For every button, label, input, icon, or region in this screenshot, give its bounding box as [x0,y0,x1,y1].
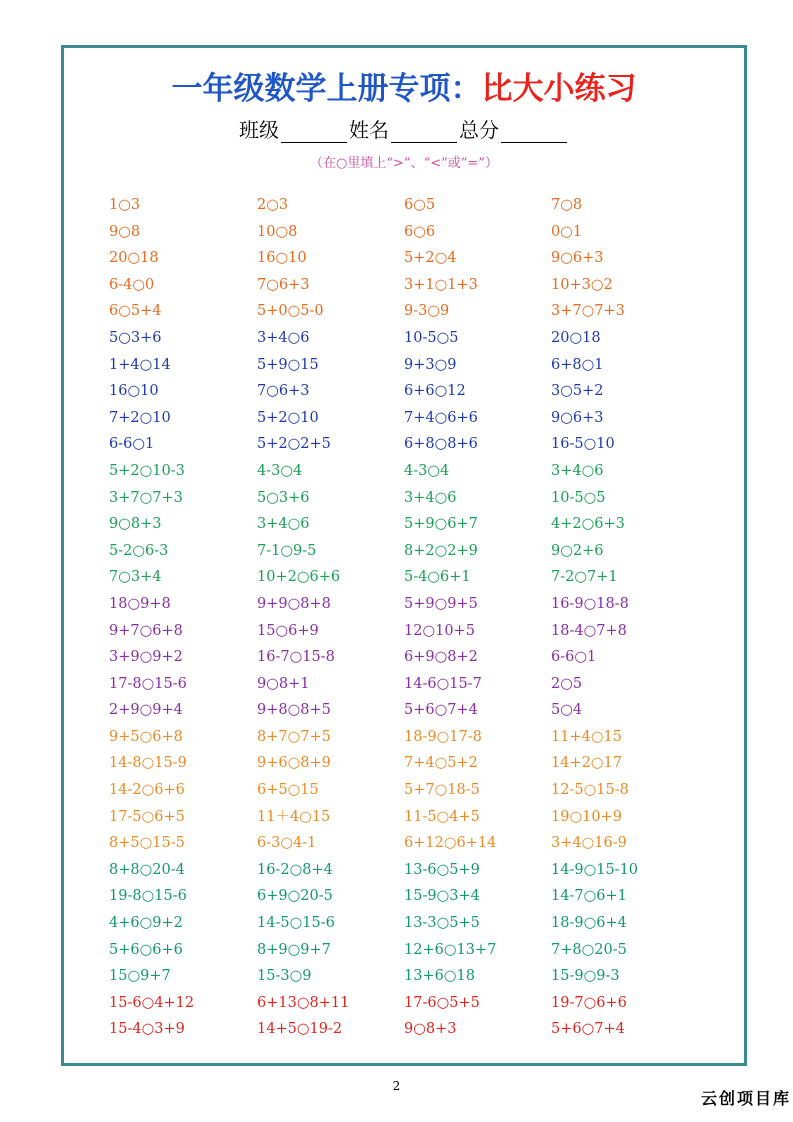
comparison-problem: 3+4○6 [404,489,457,506]
comparison-problem: 7○6+3 [257,383,310,400]
comparison-problem: 16○10 [257,250,307,267]
comparison-problem: 5+9○15 [257,356,319,373]
comparison-problem: 1+4○14 [109,356,171,373]
problem-row [109,192,709,219]
comparison-problem: 20○18 [551,329,601,346]
comparison-problem: 5+2○10-3 [109,462,185,479]
page-number: 2 [392,1079,401,1093]
problem-grid [109,192,709,1043]
title-part-1: 一年级数学上册专项： [171,71,482,107]
comparison-problem: 18○9+8 [109,595,171,612]
comparison-problem: 6○5 [404,197,436,213]
problem-row [109,245,709,272]
problem-row [109,857,709,884]
comparison-problem: 4+2○6+3 [551,516,625,533]
comparison-problem: 7+2○10 [109,409,171,426]
problem-row [109,219,709,246]
comparison-problem: 6○6 [404,223,436,240]
comparison-problem: 5○3+6 [109,329,162,346]
comparison-problem: 14-8○15-9 [109,755,187,772]
comparison-problem: 19-8○15-6 [109,888,187,905]
comparison-problem: 15-9○9-3 [551,968,620,985]
comparison-problem: 9○8 [109,223,141,240]
comparison-problem: 13-6○5+9 [404,861,480,878]
comparison-problem: 17-5○6+5 [109,808,185,825]
problem-row [109,618,709,645]
comparison-problem: 3+4○6 [551,462,604,479]
comparison-problem: 4+6○9+2 [109,915,183,932]
comparison-problem: 16-2○8+4 [257,861,333,878]
comparison-problem: 6+8○8+6 [404,436,478,453]
comparison-problem: 2○5 [551,675,583,692]
comparison-problem: 8+5○15-5 [109,835,185,852]
comparison-problem: 2○3 [257,197,289,213]
comparison-problem: 19○10+9 [551,808,622,825]
comparison-problem: 10+3○2 [551,276,613,293]
comparison-problem: 11＋4○15 [257,808,331,825]
problem-row [109,538,709,565]
comparison-problem: 14-9○15-10 [551,861,639,878]
comparison-problem: 16○10 [109,383,159,400]
class-label: 班级 [239,118,279,142]
comparison-problem: 15-4○3+9 [109,1021,185,1038]
problem-row [109,963,709,990]
comparison-problem: 6-6○1 [109,436,155,453]
comparison-problem: 3+4○16-9 [551,835,627,852]
comparison-problem: 18-9○17-8 [404,728,482,745]
comparison-problem: 7+4○5+2 [404,755,478,772]
comparison-problem: 7○6+3 [257,276,310,293]
comparison-problem: 3+9○9+2 [109,649,183,666]
score-blank[interactable] [501,122,567,143]
comparison-problem: 5+9○9+5 [404,595,478,612]
comparison-problem: 9+6○8+9 [257,755,331,772]
comparison-problem: 9+3○9 [404,356,457,373]
comparison-problem: 9○8+1 [257,675,310,692]
comparison-problem: 2+9○9+4 [109,702,183,719]
comparison-problem: 14-5○15-6 [257,915,335,932]
score-label: 总分 [459,118,499,142]
comparison-problem: 19-7○6+6 [551,994,627,1011]
problem-row [109,804,709,831]
worksheet-frame [61,45,747,1066]
comparison-problem: 3+1○1+3 [404,276,478,293]
problem-row [109,352,709,379]
comparison-problem: 14-7○6+1 [551,888,627,905]
comparison-problem: 6+9○20-5 [257,888,333,905]
comparison-problem: 6+12○6+14 [404,835,497,852]
comparison-problem: 17-8○15-6 [109,675,187,692]
comparison-problem: 9+5○6+8 [109,728,183,745]
comparison-problem: 16-5○10 [551,436,615,453]
problem-row [109,564,709,591]
comparison-problem: 14-6○15-7 [404,675,482,692]
comparison-problem: 9○8+3 [109,516,162,533]
comparison-problem: 20○18 [109,250,159,267]
problem-row [109,485,709,512]
student-info-line [64,114,744,143]
comparison-problem: 15-9○3+4 [404,888,480,905]
comparison-problem: 6○5+4 [109,303,162,320]
comparison-problem: 5+9○6+7 [404,516,478,533]
comparison-problem: 3○5+2 [551,383,604,400]
problem-row [109,697,709,724]
comparison-problem: 7+4○6+6 [404,409,478,426]
comparison-problem: 6+9○8+2 [404,649,478,666]
comparison-problem: 15-6○4+12 [109,994,195,1011]
comparison-problem: 9○6+3 [551,250,604,267]
problem-row [109,325,709,352]
page-title [64,63,744,108]
problem-row [109,431,709,458]
problem-row [109,990,709,1017]
comparison-problem: 14+5○19-2 [257,1021,343,1038]
comparison-problem: 9○8+3 [404,1021,457,1038]
comparison-problem: 6+6○12 [404,383,466,400]
comparison-problem: 5○3+6 [257,489,310,506]
comparison-problem: 5+6○7+4 [551,1021,625,1038]
comparison-problem: 6-4○0 [109,276,155,293]
comparison-problem: 18-4○7+8 [551,622,627,639]
comparison-problem: 18-9○6+4 [551,915,627,932]
problem-row [109,883,709,910]
comparison-problem: 12-5○15-8 [551,782,629,799]
comparison-problem: 15○6+9 [257,622,319,639]
comparison-problem: 9-3○9 [404,303,450,320]
comparison-problem: 7-1○9-5 [257,542,317,559]
comparison-problem: 1○3 [109,197,141,213]
comparison-problem: 11+4○15 [551,728,622,745]
name-blank[interactable] [391,122,457,143]
problem-row [109,777,709,804]
comparison-problem: 9○2+6 [551,542,604,559]
instruction-text: （在○里填上“>”、“<”或“=”） [310,156,498,171]
comparison-problem: 12○10+5 [404,622,475,639]
comparison-problem: 6-3○4-1 [257,835,317,852]
comparison-problem: 16-7○15-8 [257,649,335,666]
problem-row [109,511,709,538]
problem-row [109,671,709,698]
class-blank[interactable] [281,122,347,143]
problem-row [109,272,709,299]
problem-row [109,644,709,671]
comparison-problem: 4-3○4 [404,462,450,479]
problem-row [109,378,709,405]
comparison-problem: 7+8○20-5 [551,941,627,958]
problem-row [109,298,709,325]
comparison-problem: 16-9○18-8 [551,595,629,612]
comparison-problem: 6+5○15 [257,782,319,799]
problem-row [109,830,709,857]
comparison-problem: 5+6○7+4 [404,702,478,719]
comparison-problem: 10-5○5 [551,489,606,506]
problem-row [109,937,709,964]
comparison-problem: 5○4 [551,702,583,719]
comparison-problem: 8+7○7+5 [257,728,331,745]
comparison-problem: 13+6○18 [404,968,475,985]
comparison-problem: 8+8○20-4 [109,861,185,878]
comparison-problem: 7○8 [551,197,583,213]
comparison-problem: 5+2○2+5 [257,436,331,453]
comparison-problem: 3+4○6 [257,329,310,346]
comparison-problem: 7○3+4 [109,569,162,586]
title-part-2: 比大小练习 [481,71,637,107]
comparison-problem: 8+9○9+7 [257,941,331,958]
comparison-problem: 6-6○1 [551,649,597,666]
comparison-problem: 5-2○6-3 [109,542,169,559]
comparison-problem: 7-2○7+1 [551,569,618,586]
comparison-problem: 9+8○8+5 [257,702,331,719]
comparison-problem: 9+7○6+8 [109,622,183,639]
comparison-problem: 10+2○6+6 [257,569,341,586]
comparison-problem: 4-3○4 [257,462,303,479]
comparison-problem: 5+7○18-5 [404,782,480,799]
comparison-problem: 9+9○8+8 [257,595,331,612]
comparison-problem: 3+7○7+3 [109,489,183,506]
comparison-problem: 5+2○4 [404,250,457,267]
comparison-problem: 5+0○5-0 [257,303,324,320]
comparison-problem: 5+6○6+6 [109,941,183,958]
comparison-problem: 14-2○6+6 [109,782,185,799]
comparison-problem: 15○9+7 [109,968,171,985]
comparison-problem: 10○8 [257,223,298,240]
comparison-problem: 6+8○1 [551,356,604,373]
comparison-problem: 10-5○5 [404,329,459,346]
problem-row [109,405,709,432]
comparison-problem: 3+4○6 [257,516,310,533]
comparison-problem: 12+6○13+7 [404,941,497,958]
problem-row [109,750,709,777]
comparison-problem: 6+13○8+11 [257,994,350,1011]
comparison-problem: 17-6○5+5 [404,994,480,1011]
comparison-problem: 5-4○6+1 [404,569,471,586]
problem-row [109,910,709,937]
problem-row [109,458,709,485]
comparison-problem: 9○6+3 [551,409,604,426]
comparison-problem: 8+2○2+9 [404,542,478,559]
problem-row [109,724,709,751]
problem-row [109,591,709,618]
problem-row [109,1016,709,1043]
comparison-problem: 15-3○9 [257,968,312,985]
brand-watermark: 云创项目库 [700,1089,791,1108]
comparison-problem: 3+7○7+3 [551,303,625,320]
comparison-problem: 0○1 [551,223,583,240]
comparison-problem: 11-5○4+5 [404,808,480,825]
comparison-problem: 14+2○17 [551,755,622,772]
name-label: 姓名 [349,118,389,142]
comparison-problem: 13-3○5+5 [404,915,480,932]
comparison-problem: 5+2○10 [257,409,319,426]
